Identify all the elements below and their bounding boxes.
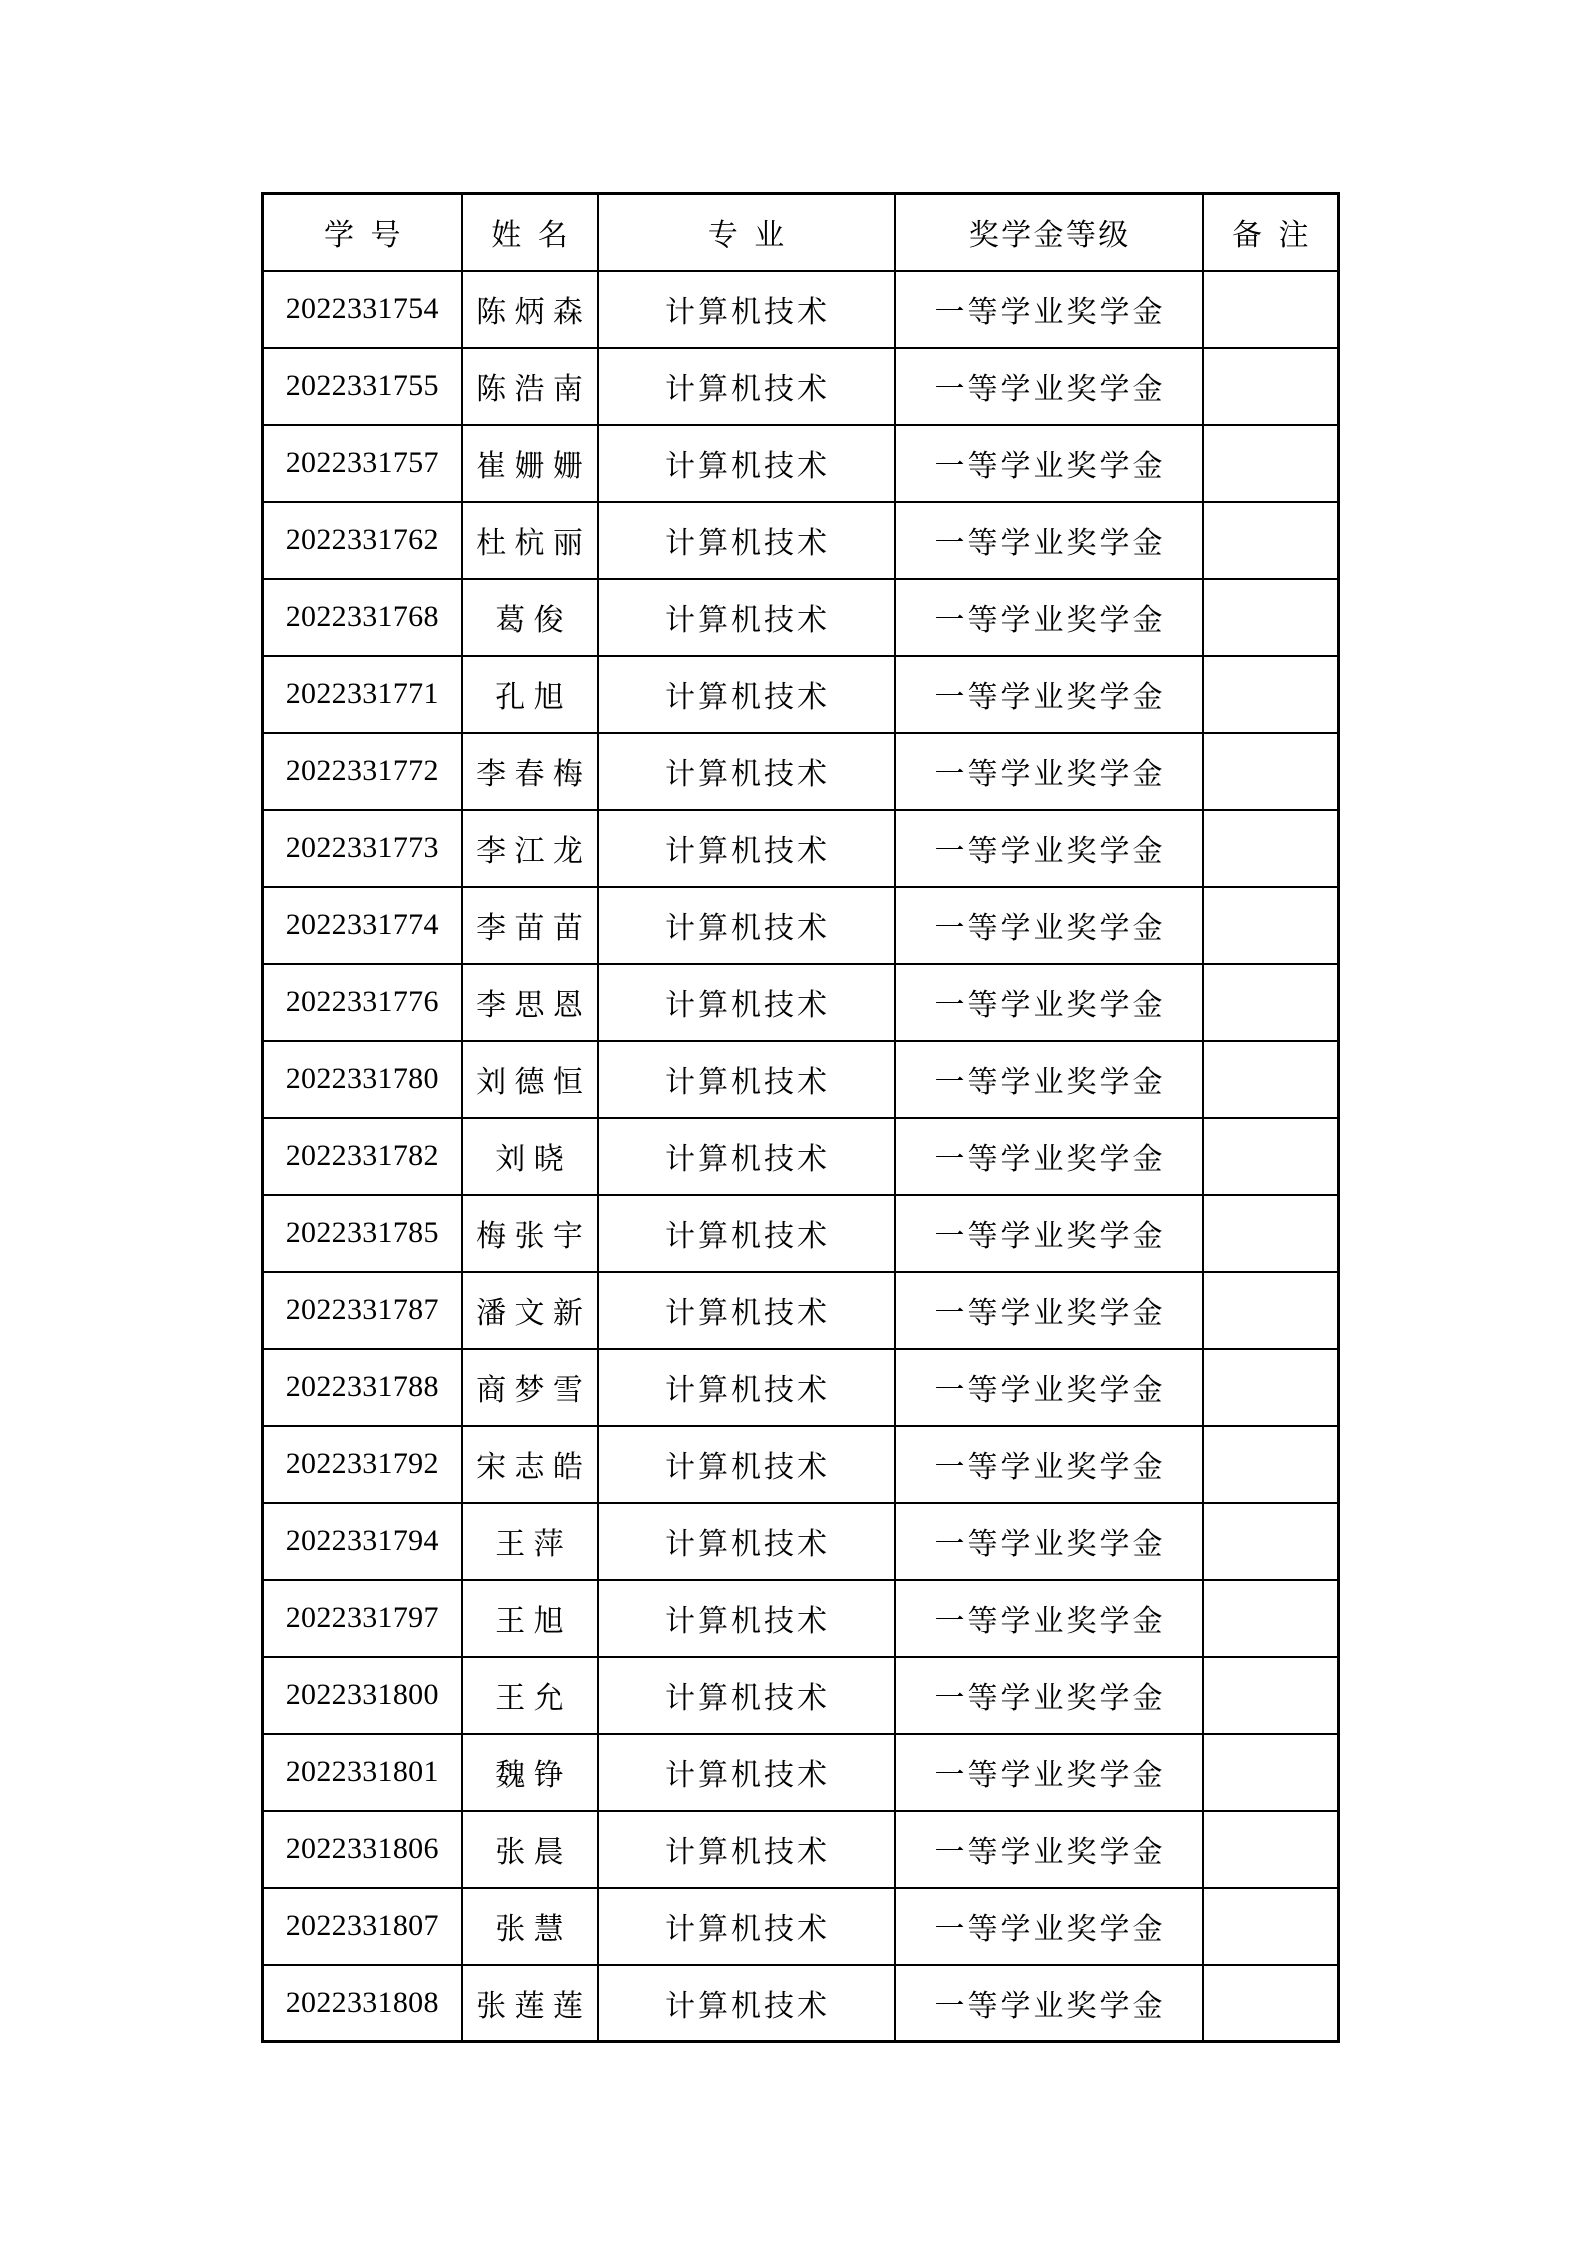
scholarship-cell: 一等学业奖学金	[895, 579, 1203, 656]
name-cell: 张慧	[462, 1888, 598, 1965]
table-row	[263, 502, 1339, 579]
name-cell: 王允	[462, 1657, 598, 1734]
table-body	[263, 271, 1339, 2042]
major-cell: 计算机技术	[598, 656, 895, 733]
scholarship-cell: 一等学业奖学金	[895, 656, 1203, 733]
scholarship-cell: 一等学业奖学金	[895, 1888, 1203, 1965]
name-cell: 李春梅	[462, 733, 598, 810]
scholarship-cell: 一等学业奖学金	[895, 1965, 1203, 2042]
table-row	[263, 1195, 1339, 1272]
name-cell: 商梦雪	[462, 1349, 598, 1426]
major-cell: 计算机技术	[598, 1195, 895, 1272]
table-row	[263, 1503, 1339, 1580]
major-cell: 计算机技术	[598, 1426, 895, 1503]
remark-cell	[1203, 810, 1339, 887]
table-row	[263, 348, 1339, 425]
header-major: 专业	[598, 194, 895, 271]
scholarship-cell: 一等学业奖学金	[895, 425, 1203, 502]
remark-cell	[1203, 887, 1339, 964]
table-row	[263, 887, 1339, 964]
remark-cell	[1203, 1426, 1339, 1503]
student-id-cell: 2022331774	[263, 887, 462, 964]
scholarship-cell: 一等学业奖学金	[895, 1426, 1203, 1503]
table-row	[263, 1580, 1339, 1657]
name-cell: 葛俊	[462, 579, 598, 656]
scholarship-cell: 一等学业奖学金	[895, 1734, 1203, 1811]
scholarship-cell: 一等学业奖学金	[895, 1349, 1203, 1426]
scholarship-cell: 一等学业奖学金	[895, 1272, 1203, 1349]
scholarship-cell: 一等学业奖学金	[895, 810, 1203, 887]
table-row	[263, 1811, 1339, 1888]
remark-cell	[1203, 964, 1339, 1041]
remark-cell	[1203, 348, 1339, 425]
table-header	[263, 194, 1339, 271]
major-cell: 计算机技术	[598, 1657, 895, 1734]
student-id-cell: 2022331771	[263, 656, 462, 733]
table-row	[263, 1041, 1339, 1118]
student-id-cell: 2022331772	[263, 733, 462, 810]
remark-cell	[1203, 579, 1339, 656]
scholarship-table	[261, 192, 1340, 2043]
student-id-cell: 2022331776	[263, 964, 462, 1041]
name-cell: 潘文新	[462, 1272, 598, 1349]
name-cell: 王萍	[462, 1503, 598, 1580]
remark-cell	[1203, 1503, 1339, 1580]
name-cell: 张晨	[462, 1811, 598, 1888]
major-cell: 计算机技术	[598, 1965, 895, 2042]
major-cell: 计算机技术	[598, 502, 895, 579]
remark-cell	[1203, 656, 1339, 733]
table-row	[263, 1888, 1339, 1965]
scholarship-cell: 一等学业奖学金	[895, 1041, 1203, 1118]
major-cell: 计算机技术	[598, 271, 895, 348]
student-id-cell: 2022331797	[263, 1580, 462, 1657]
student-id-cell: 2022331768	[263, 579, 462, 656]
student-id-cell: 2022331807	[263, 1888, 462, 1965]
student-id-cell: 2022331782	[263, 1118, 462, 1195]
remark-cell	[1203, 1349, 1339, 1426]
header-row	[263, 194, 1339, 271]
major-cell: 计算机技术	[598, 810, 895, 887]
scholarship-cell: 一等学业奖学金	[895, 1811, 1203, 1888]
student-id-cell: 2022331755	[263, 348, 462, 425]
scholarship-cell: 一等学业奖学金	[895, 887, 1203, 964]
major-cell: 计算机技术	[598, 1272, 895, 1349]
scholarship-cell: 一等学业奖学金	[895, 1580, 1203, 1657]
scholarship-cell: 一等学业奖学金	[895, 733, 1203, 810]
table-row	[263, 1657, 1339, 1734]
student-id-cell: 2022331801	[263, 1734, 462, 1811]
student-id-cell: 2022331794	[263, 1503, 462, 1580]
major-cell: 计算机技术	[598, 348, 895, 425]
scholarship-cell: 一等学业奖学金	[895, 964, 1203, 1041]
student-id-cell: 2022331800	[263, 1657, 462, 1734]
remark-cell	[1203, 1272, 1339, 1349]
remark-cell	[1203, 502, 1339, 579]
remark-cell	[1203, 1888, 1339, 1965]
major-cell: 计算机技术	[598, 1118, 895, 1195]
table-row	[263, 656, 1339, 733]
major-cell: 计算机技术	[598, 733, 895, 810]
remark-cell	[1203, 425, 1339, 502]
student-id-cell: 2022331808	[263, 1965, 462, 2042]
name-cell: 魏铮	[462, 1734, 598, 1811]
table-row	[263, 1734, 1339, 1811]
student-id-cell: 2022331754	[263, 271, 462, 348]
student-id-cell: 2022331762	[263, 502, 462, 579]
name-cell: 李江龙	[462, 810, 598, 887]
major-cell: 计算机技术	[598, 1888, 895, 1965]
name-cell: 张莲莲	[462, 1965, 598, 2042]
name-cell: 梅张宇	[462, 1195, 598, 1272]
scholarship-cell: 一等学业奖学金	[895, 1657, 1203, 1734]
major-cell: 计算机技术	[598, 1734, 895, 1811]
remark-cell	[1203, 1734, 1339, 1811]
remark-cell	[1203, 271, 1339, 348]
header-name: 姓名	[462, 194, 598, 271]
scholarship-cell: 一等学业奖学金	[895, 1503, 1203, 1580]
name-cell: 李苗苗	[462, 887, 598, 964]
table-row	[263, 1965, 1339, 2042]
remark-cell	[1203, 1580, 1339, 1657]
remark-cell	[1203, 1195, 1339, 1272]
remark-cell	[1203, 1118, 1339, 1195]
scholarship-cell: 一等学业奖学金	[895, 271, 1203, 348]
major-cell: 计算机技术	[598, 1503, 895, 1580]
remark-cell	[1203, 733, 1339, 810]
header-remark: 备注	[1203, 194, 1339, 271]
student-id-cell: 2022331792	[263, 1426, 462, 1503]
major-cell: 计算机技术	[598, 1580, 895, 1657]
major-cell: 计算机技术	[598, 887, 895, 964]
table-row	[263, 1272, 1339, 1349]
student-id-cell: 2022331806	[263, 1811, 462, 1888]
name-cell: 刘德恒	[462, 1041, 598, 1118]
scholarship-cell: 一等学业奖学金	[895, 348, 1203, 425]
table-row	[263, 733, 1339, 810]
scholarship-cell: 一等学业奖学金	[895, 1118, 1203, 1195]
student-id-cell: 2022331757	[263, 425, 462, 502]
name-cell: 刘晓	[462, 1118, 598, 1195]
student-id-cell: 2022331785	[263, 1195, 462, 1272]
remark-cell	[1203, 1657, 1339, 1734]
major-cell: 计算机技术	[598, 1041, 895, 1118]
name-cell: 李思恩	[462, 964, 598, 1041]
major-cell: 计算机技术	[598, 1349, 895, 1426]
student-id-cell: 2022331780	[263, 1041, 462, 1118]
major-cell: 计算机技术	[598, 425, 895, 502]
table-row	[263, 964, 1339, 1041]
header-scholarship-level: 奖学金等级	[895, 194, 1203, 271]
name-cell: 宋志皓	[462, 1426, 598, 1503]
name-cell: 杜杭丽	[462, 502, 598, 579]
major-cell: 计算机技术	[598, 579, 895, 656]
table-row	[263, 425, 1339, 502]
remark-cell	[1203, 1041, 1339, 1118]
name-cell: 孔旭	[462, 656, 598, 733]
table-row	[263, 271, 1339, 348]
table-row	[263, 1349, 1339, 1426]
major-cell: 计算机技术	[598, 1811, 895, 1888]
major-cell: 计算机技术	[598, 964, 895, 1041]
table-row	[263, 579, 1339, 656]
table-row	[263, 810, 1339, 887]
remark-cell	[1203, 1965, 1339, 2042]
name-cell: 崔姗姗	[462, 425, 598, 502]
name-cell: 陈浩南	[462, 348, 598, 425]
table-row	[263, 1426, 1339, 1503]
remark-cell	[1203, 1811, 1339, 1888]
student-id-cell: 2022331773	[263, 810, 462, 887]
student-id-cell: 2022331787	[263, 1272, 462, 1349]
student-id-cell: 2022331788	[263, 1349, 462, 1426]
name-cell: 陈炳森	[462, 271, 598, 348]
table-row	[263, 1118, 1339, 1195]
scholarship-cell: 一等学业奖学金	[895, 1195, 1203, 1272]
header-student-id: 学号	[263, 194, 462, 271]
name-cell: 王旭	[462, 1580, 598, 1657]
scholarship-cell: 一等学业奖学金	[895, 502, 1203, 579]
